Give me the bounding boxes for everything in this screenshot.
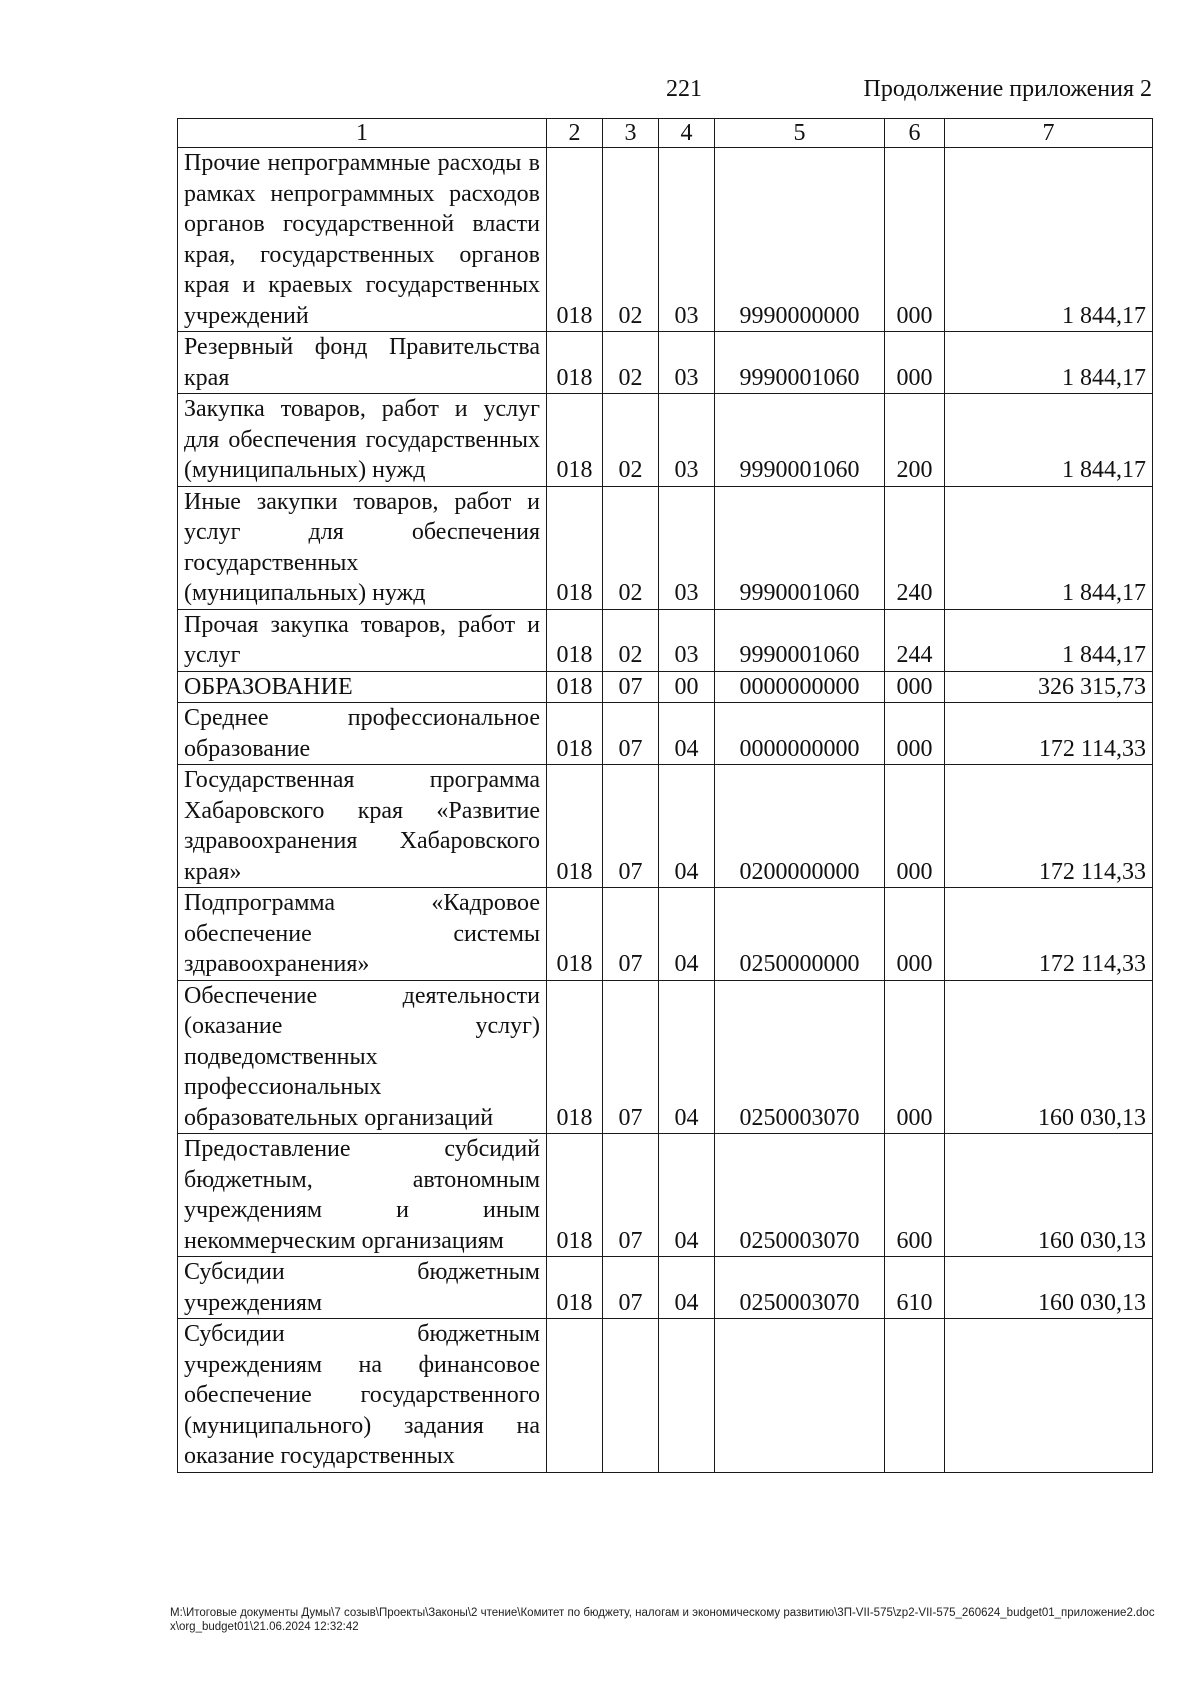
table-row (178, 888, 1153, 981)
cell-target-article: 0000000000 (715, 703, 885, 765)
cell-section-code: 02 (603, 609, 659, 671)
table-row (178, 394, 1153, 487)
row-description: Среднее профессиональное образование (178, 703, 547, 765)
cell-ministry-code: 018 (547, 148, 603, 332)
cell-expense-type: 000 (885, 703, 945, 765)
cell-subsection-code: 04 (659, 765, 715, 888)
cell-amount: 172 114,33 (945, 703, 1153, 765)
cell-amount: 326 315,73 (945, 671, 1153, 703)
column-header: 5 (715, 119, 885, 148)
table-header-row (178, 119, 1153, 148)
table-row (178, 332, 1153, 394)
cell-amount: 160 030,13 (945, 1257, 1153, 1319)
cell-expense-type: 000 (885, 980, 945, 1134)
cell-subsection-code: 03 (659, 609, 715, 671)
column-header: 7 (945, 119, 1153, 148)
cell-ministry-code: 018 (547, 703, 603, 765)
cell-ministry-code: 018 (547, 394, 603, 487)
row-description: Иные закупки товаров, работ и услуг для обеспечения государственных (муниципальных) нужд (178, 486, 547, 609)
cell-target-article: 0000000000 (715, 671, 885, 703)
cell-ministry-code: 018 (547, 765, 603, 888)
cell-subsection-code: 03 (659, 332, 715, 394)
column-header: 1 (178, 119, 547, 148)
cell-ministry-code (547, 1319, 603, 1473)
cell-section-code: 02 (603, 148, 659, 332)
cell-expense-type: 000 (885, 148, 945, 332)
column-header: 6 (885, 119, 945, 148)
cell-ministry-code: 018 (547, 486, 603, 609)
table-row (178, 671, 1153, 703)
cell-expense-type: 000 (885, 332, 945, 394)
cell-subsection-code: 04 (659, 1134, 715, 1257)
cell-amount: 1 844,17 (945, 148, 1153, 332)
column-header: 4 (659, 119, 715, 148)
cell-amount: 1 844,17 (945, 394, 1153, 487)
cell-ministry-code: 018 (547, 671, 603, 703)
cell-section-code: 07 (603, 980, 659, 1134)
cell-target-article (715, 1319, 885, 1473)
row-description: Обеспечение деятельности (оказание услуг) подведомственных профессиональных образовательных организаций (178, 980, 547, 1134)
cell-subsection-code: 03 (659, 148, 715, 332)
cell-amount: 160 030,13 (945, 1134, 1153, 1257)
cell-amount (945, 1319, 1153, 1473)
cell-subsection-code: 04 (659, 703, 715, 765)
table-row (178, 1319, 1153, 1473)
cell-ministry-code: 018 (547, 1134, 603, 1257)
cell-amount: 172 114,33 (945, 888, 1153, 981)
cell-expense-type: 000 (885, 671, 945, 703)
cell-ministry-code: 018 (547, 1257, 603, 1319)
cell-subsection-code: 03 (659, 394, 715, 487)
cell-expense-type: 600 (885, 1134, 945, 1257)
cell-section-code: 07 (603, 671, 659, 703)
cell-subsection-code: 04 (659, 980, 715, 1134)
row-description: ОБРАЗОВАНИЕ (178, 671, 547, 703)
cell-amount: 1 844,17 (945, 486, 1153, 609)
row-description: Закупка товаров, работ и услуг для обеспечения государственных (муниципальных) нужд (178, 394, 547, 487)
cell-expense-type: 244 (885, 609, 945, 671)
cell-ministry-code: 018 (547, 888, 603, 981)
cell-ministry-code: 018 (547, 980, 603, 1134)
cell-subsection-code: 04 (659, 888, 715, 981)
row-description: Резервный фонд Правительства края (178, 332, 547, 394)
cell-section-code: 07 (603, 1134, 659, 1257)
document-file-path: M:\Итоговые документы Думы\7 созыв\Проекты\Законы\2 чтение\Комитет по бюджету, налогам и экономическому развитию\3П-VII-575\zp2-VII-575_260624_budget01_приложение2.docx\org_budget01\21.06.2024 12:32:42 (170, 1607, 1155, 1633)
cell-target-article: 9990001060 (715, 394, 885, 487)
table-row (178, 1134, 1153, 1257)
cell-expense-type: 200 (885, 394, 945, 487)
table-row (178, 1257, 1153, 1319)
table-row (178, 980, 1153, 1134)
cell-expense-type: 000 (885, 765, 945, 888)
cell-section-code: 07 (603, 1257, 659, 1319)
cell-subsection-code (659, 1319, 715, 1473)
cell-target-article: 0200000000 (715, 765, 885, 888)
cell-section-code: 07 (603, 765, 659, 888)
row-description: Государственная программа Хабаровского края «Развитие здравоохранения Хабаровского края» (178, 765, 547, 888)
cell-section-code: 02 (603, 486, 659, 609)
cell-expense-type (885, 1319, 945, 1473)
cell-amount: 1 844,17 (945, 332, 1153, 394)
cell-section-code: 02 (603, 394, 659, 487)
cell-amount: 172 114,33 (945, 765, 1153, 888)
cell-amount: 1 844,17 (945, 609, 1153, 671)
cell-expense-type: 000 (885, 888, 945, 981)
page-number: 221 (666, 76, 702, 102)
cell-section-code: 07 (603, 703, 659, 765)
cell-section-code: 07 (603, 888, 659, 981)
cell-amount: 160 030,13 (945, 980, 1153, 1134)
cell-section-code (603, 1319, 659, 1473)
cell-subsection-code: 03 (659, 486, 715, 609)
cell-ministry-code: 018 (547, 332, 603, 394)
table-row (178, 486, 1153, 609)
cell-target-article: 0250000000 (715, 888, 885, 981)
cell-target-article: 9990001060 (715, 486, 885, 609)
row-description: Прочая закупка товаров, работ и услуг (178, 609, 547, 671)
cell-expense-type: 610 (885, 1257, 945, 1319)
cell-target-article: 0250003070 (715, 1134, 885, 1257)
cell-target-article: 0250003070 (715, 980, 885, 1134)
column-header: 3 (603, 119, 659, 148)
cell-subsection-code: 00 (659, 671, 715, 703)
table-row (178, 148, 1153, 332)
column-header: 2 (547, 119, 603, 148)
cell-subsection-code: 04 (659, 1257, 715, 1319)
table-row (178, 703, 1153, 765)
cell-expense-type: 240 (885, 486, 945, 609)
budget-table (177, 118, 1153, 1473)
row-description: Субсидии бюджетным учреждениям (178, 1257, 547, 1319)
row-description: Подпрограмма «Кадровое обеспечение системы здравоохранения» (178, 888, 547, 981)
row-description: Субсидии бюджетным учреждениям на финансовое обеспечение государственного (муниципального) задания на оказание государственных (178, 1319, 547, 1473)
cell-target-article: 9990000000 (715, 148, 885, 332)
row-description: Прочие непрограммные расходы в рамках непрограммных расходов органов государственной власти края, государственных органов края и краевых государственных учреждений (178, 148, 547, 332)
cell-target-article: 9990001060 (715, 332, 885, 394)
cell-section-code: 02 (603, 332, 659, 394)
cell-ministry-code: 018 (547, 609, 603, 671)
row-description: Предоставление субсидий бюджетным, автономным учреждениям и иным некоммерческим организациям (178, 1134, 547, 1257)
cell-target-article: 0250003070 (715, 1257, 885, 1319)
continuation-title: Продолжение приложения 2 (863, 76, 1152, 102)
cell-target-article: 9990001060 (715, 609, 885, 671)
table-row (178, 609, 1153, 671)
table-row (178, 765, 1153, 888)
